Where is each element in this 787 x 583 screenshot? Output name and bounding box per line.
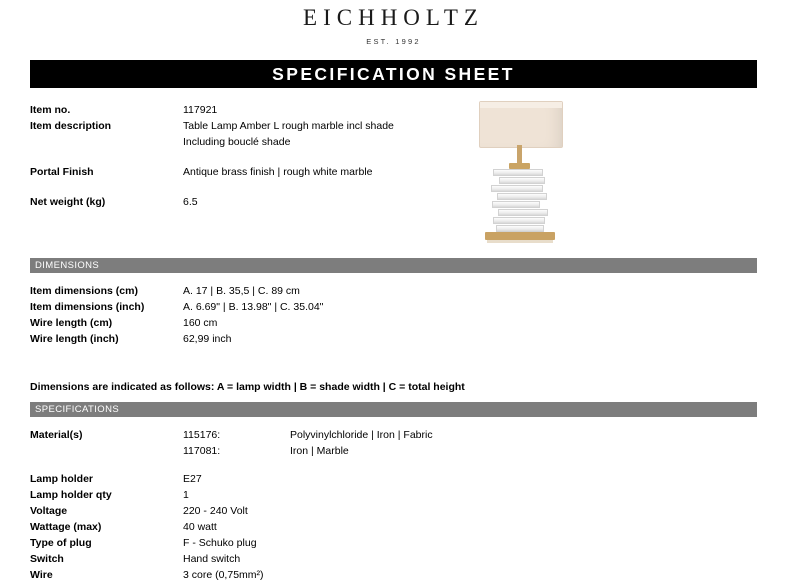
spec-row	[30, 315, 757, 331]
spec-label: Wattage (max)	[30, 521, 102, 533]
brand-established: EST. 1992	[366, 37, 421, 46]
spec-label: Item no.	[30, 104, 71, 116]
spec-value: 220 - 240 Volt	[183, 505, 248, 517]
dimensions-note: Dimensions are indicated as follows: A = lamp width | B = shade width | C = total height	[30, 381, 465, 393]
spec-label: Net weight (kg)	[30, 196, 106, 208]
spec-row	[30, 551, 757, 567]
spec-label: Lamp holder	[30, 473, 94, 485]
spec-label	[30, 134, 183, 150]
spec-row	[30, 164, 757, 180]
spec-row	[30, 567, 757, 583]
spec-value: 117921	[183, 104, 218, 116]
spec-row	[30, 283, 757, 299]
spec-label: Switch	[30, 553, 64, 565]
material-row	[30, 443, 757, 459]
lamp-base-shadow	[487, 240, 553, 243]
spec-label: Type of plug	[30, 537, 92, 549]
material-description: Polyvinylchloride | Iron | Fabric	[290, 429, 433, 441]
spec-value: 62,99 inch	[183, 333, 232, 345]
material-label	[30, 443, 183, 459]
lamp-base-shape	[485, 232, 555, 240]
spec-value: Antique brass finish | rough white marble	[183, 166, 373, 178]
brand-header	[0, 0, 787, 46]
spec-label: Wire	[30, 569, 53, 581]
spec-label: Item dimensions (cm)	[30, 285, 138, 297]
spec-value: 6.5	[183, 196, 198, 208]
material-description: Iron | Marble	[290, 445, 349, 457]
spec-row	[30, 331, 757, 347]
spec-row	[30, 519, 757, 535]
spec-row	[30, 102, 757, 118]
dimensions-section	[30, 273, 757, 347]
spec-value: Including bouclé shade	[183, 136, 291, 148]
brand-name: EICHHOLTZ	[303, 5, 484, 30]
material-label: Material(s)	[30, 429, 83, 441]
spec-value: E27	[183, 473, 202, 485]
spec-value: F - Schuko plug	[183, 537, 257, 549]
spec-row	[30, 299, 757, 315]
specifications-section	[30, 417, 757, 583]
material-code: 117081:	[183, 445, 221, 457]
spec-row	[30, 471, 757, 487]
spec-label: Lamp holder qty	[30, 489, 112, 501]
spec-row	[30, 134, 757, 150]
spec-value: 160 cm	[183, 317, 218, 329]
spec-label: Voltage	[30, 505, 68, 517]
spec-row	[30, 503, 757, 519]
spec-label: Portal Finish	[30, 166, 94, 178]
spec-value: 1	[183, 489, 189, 501]
spec-value: 3 core (0,75mm²)	[183, 569, 264, 581]
spec-value: Hand switch	[183, 553, 241, 565]
material-row	[30, 427, 757, 443]
page-title: SPECIFICATION SHEET	[30, 60, 757, 88]
spec-label: Wire length (cm)	[30, 317, 113, 329]
spec-label: Item dimensions (inch)	[30, 301, 145, 313]
section-bar-dimensions: DIMENSIONS	[30, 258, 757, 273]
spec-label: Item description	[30, 120, 112, 132]
spec-row	[30, 194, 757, 210]
spec-label: Wire length (inch)	[30, 333, 119, 345]
identity-section	[30, 88, 757, 210]
spec-value: A. 17 | B. 35,5 | C. 89 cm	[183, 285, 300, 297]
spec-row	[30, 118, 757, 134]
section-bar-specifications: SPECIFICATIONS	[30, 402, 757, 417]
spec-value: Table Lamp Amber L rough marble incl shade	[183, 120, 394, 132]
spec-value: A. 6.69" | B. 13.98" | C. 35.04"	[183, 301, 324, 313]
spec-value: 40 watt	[183, 521, 217, 533]
spec-row	[30, 535, 757, 551]
material-code: 115176:	[183, 429, 221, 441]
spec-row	[30, 487, 757, 503]
